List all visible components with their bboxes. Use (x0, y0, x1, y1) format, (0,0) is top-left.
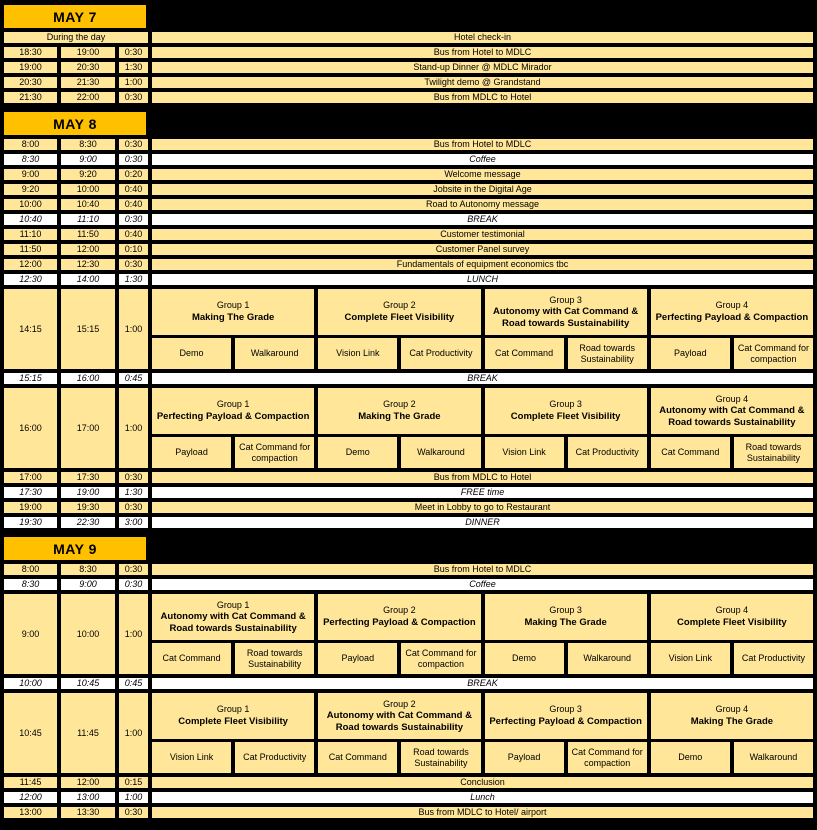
schedule-row (4, 777, 813, 788)
start-time-cell: 20:30 (4, 77, 57, 88)
schedule-row (4, 77, 813, 88)
session-row (4, 289, 813, 369)
group-header-cell (152, 594, 314, 640)
session-cell: Walkaround (734, 742, 813, 773)
duration-cell: 0:45 (119, 373, 148, 384)
group-number-label: Group 3 (549, 399, 582, 410)
schedule-row (4, 579, 813, 590)
duration-cell: 0:30 (119, 92, 148, 103)
session-cell: Vision Link (651, 643, 730, 674)
day-section (0, 5, 817, 103)
schedule-row (4, 807, 813, 818)
event-cell: BREAK (152, 678, 813, 689)
end-time-cell: 8:30 (61, 139, 115, 150)
start-time-cell: 8:30 (4, 579, 57, 590)
session-cell: Vision Link (152, 742, 231, 773)
event-cell: Bus from MDLC to Hotel (152, 92, 813, 103)
session-cell: Walkaround (568, 643, 647, 674)
duration-cell: 0:30 (119, 154, 148, 165)
start-time-cell: 11:50 (4, 244, 57, 255)
duration-cell: 1:00 (119, 388, 148, 468)
event-cell: Bus from Hotel to MDLC (152, 564, 813, 575)
session-cell: Demo (152, 338, 231, 369)
end-time-cell: 10:00 (61, 594, 115, 674)
duration-cell: 3:00 (119, 517, 148, 528)
group-number-label: Group 2 (383, 605, 416, 616)
duration-cell: 0:20 (119, 169, 148, 180)
duration-cell: 0:45 (119, 678, 148, 689)
duration-cell: 0:40 (119, 199, 148, 210)
session-row (4, 388, 813, 468)
start-time-cell: 19:00 (4, 502, 57, 513)
event-cell: Road to Autonomy message (152, 199, 813, 210)
session-cell: Cat Productivity (401, 338, 480, 369)
schedule-row (4, 92, 813, 103)
schedule-row (4, 274, 813, 285)
group-topic-label: Making The Grade (358, 411, 441, 423)
session-cell: Road towards Sustainability (734, 437, 813, 468)
event-cell: DINNER (152, 517, 813, 528)
end-time-cell: 9:00 (61, 579, 115, 590)
group-topic-label: Making The Grade (690, 716, 774, 728)
event-cell: Lunch (152, 792, 813, 803)
schedule-row (4, 373, 813, 384)
event-cell: Jobsite in the Digital Age (152, 184, 813, 195)
event-cell: Meet in Lobby to go to Restaurant (152, 502, 813, 513)
session-cell: Walkaround (235, 338, 314, 369)
group-number-label: Group 4 (715, 393, 749, 404)
event-cell: Welcome message (152, 169, 813, 180)
schedule-row (4, 47, 813, 58)
group-header-cell (651, 594, 813, 640)
event-cell: Twilight demo @ Grandstand (152, 77, 813, 88)
group-header-cell (651, 289, 813, 335)
end-time-cell: 19:00 (61, 487, 115, 498)
group-header-cell (485, 594, 647, 640)
group-header-cell (485, 693, 647, 739)
session-cell: Cat Command (318, 742, 397, 773)
duration-cell: 1:00 (119, 289, 148, 369)
group-number-label: Group 1 (216, 300, 250, 311)
group-grid (152, 388, 813, 468)
start-time-cell: 8:30 (4, 154, 57, 165)
schedule-row (4, 678, 813, 689)
event-cell: Coffee (152, 154, 813, 165)
session-cell: Payload (318, 643, 397, 674)
event-cell: Customer Panel survey (152, 244, 813, 255)
group-number-label: Group 4 (715, 605, 749, 616)
event-cell: LUNCH (152, 274, 813, 285)
event-cell: Customer testimonial (152, 229, 813, 240)
group-header-cell (318, 594, 480, 640)
duration-cell: 1:00 (119, 77, 148, 88)
group-number-label: Group 2 (383, 399, 416, 410)
start-time-cell: 10:40 (4, 214, 57, 225)
group-topic-label: Complete Fleet Visibility (344, 312, 455, 324)
schedule-row (4, 154, 813, 165)
end-time-cell: 13:00 (61, 792, 115, 803)
session-cell: Cat Productivity (734, 643, 813, 674)
event-cell: Bus from Hotel to MDLC (152, 139, 813, 150)
start-time-cell: 18:30 (4, 47, 57, 58)
schedule-row (4, 199, 813, 210)
end-time-cell: 9:00 (61, 154, 115, 165)
end-time-cell: 10:45 (61, 678, 115, 689)
group-topic-label: Perfecting Payload & Compaction (489, 716, 642, 728)
session-cell: Cat Productivity (568, 437, 647, 468)
group-number-label: Group 2 (383, 698, 416, 709)
schedule-row (4, 502, 813, 513)
schedule-row (4, 214, 813, 225)
duration-cell: 1:00 (119, 693, 148, 773)
duration-cell: 0:30 (119, 47, 148, 58)
duration-cell: 0:30 (119, 259, 148, 270)
session-cell: Vision Link (485, 437, 564, 468)
group-header-cell (651, 388, 813, 434)
session-cell: Cat Command (152, 643, 231, 674)
start-time-cell: 10:45 (4, 693, 57, 773)
group-header-cell (152, 388, 314, 434)
duration-cell: 0:30 (119, 472, 148, 483)
start-time-cell: 15:15 (4, 373, 57, 384)
group-topic-label: Perfecting Payload & Compaction (323, 617, 476, 629)
session-cell: Cat Command (485, 338, 564, 369)
event-cell: Hotel check-in (152, 32, 813, 43)
schedule-row (4, 229, 813, 240)
event-cell: BREAK (152, 214, 813, 225)
group-grid (152, 693, 813, 773)
event-cell: Fundamentals of equipment economics tbc (152, 259, 813, 270)
day-section (0, 537, 817, 818)
end-time-cell: 19:30 (61, 502, 115, 513)
group-topic-label: Complete Fleet Visibility (677, 617, 787, 629)
start-time-cell: 9:00 (4, 594, 57, 674)
group-number-label: Group 4 (715, 704, 749, 715)
start-time-cell: 13:00 (4, 807, 57, 818)
start-time-cell: 8:00 (4, 139, 57, 150)
event-cell: Conclusion (152, 777, 813, 788)
start-time-cell: 14:15 (4, 289, 57, 369)
group-number-label: Group 3 (549, 294, 582, 305)
duration-cell: 0:10 (119, 244, 148, 255)
session-row (4, 594, 813, 674)
end-time-cell: 11:45 (61, 693, 115, 773)
end-time-cell: 11:10 (61, 214, 115, 225)
duration-cell: 1:00 (119, 792, 148, 803)
group-topic-label: Complete Fleet Visibility (178, 716, 288, 728)
group-number-label: Group 1 (216, 704, 250, 715)
group-header-cell (152, 693, 314, 739)
start-time-cell: 21:30 (4, 92, 57, 103)
start-time-cell: 12:00 (4, 792, 57, 803)
start-time-cell: 10:00 (4, 199, 57, 210)
end-time-cell: 11:50 (61, 229, 115, 240)
schedule-row (4, 517, 813, 528)
day-header: MAY 9 (4, 537, 146, 560)
group-topic-label: Autonomy with Cat Command & Road towards Sustainability (659, 405, 805, 428)
end-time-cell: 20:30 (61, 62, 115, 73)
group-header-cell (318, 693, 480, 739)
group-number-label: Group 2 (383, 300, 416, 311)
start-time-cell: 11:10 (4, 229, 57, 240)
duration-cell: 0:15 (119, 777, 148, 788)
time-range-cell: During the day (4, 32, 148, 43)
group-header-cell (152, 289, 314, 335)
group-number-label: Group 1 (216, 599, 250, 610)
group-header-cell (485, 289, 647, 335)
session-cell: Vision Link (318, 338, 397, 369)
schedule-row (4, 472, 813, 483)
event-cell: Stand-up Dinner @ MDLC Mirador (152, 62, 813, 73)
duration-cell: 0:30 (119, 564, 148, 575)
event-cell: Bus from Hotel to MDLC (152, 47, 813, 58)
end-time-cell: 21:30 (61, 77, 115, 88)
group-header-cell (318, 388, 480, 434)
group-topic-label: Autonomy with Cat Command & Road towards Sustainability (160, 611, 306, 634)
event-cell: BREAK (152, 373, 813, 384)
start-time-cell: 12:30 (4, 274, 57, 285)
start-time-cell: 17:00 (4, 472, 57, 483)
session-row (4, 693, 813, 773)
duration-cell: 1:30 (119, 274, 148, 285)
end-time-cell: 17:30 (61, 472, 115, 483)
start-time-cell: 9:20 (4, 184, 57, 195)
session-cell: Demo (651, 742, 730, 773)
session-cell: Cat Command for compaction (235, 437, 314, 468)
group-topic-label: Autonomy with Cat Command & Road towards Sustainability (326, 710, 472, 733)
group-topic-label: Perfecting Payload & Compaction (156, 411, 310, 423)
end-time-cell: 12:00 (61, 777, 115, 788)
session-cell: Road towards Sustainability (235, 643, 314, 674)
duration-cell: 0:30 (119, 579, 148, 590)
session-cell: Cat Command for compaction (568, 742, 647, 773)
day-header: MAY 8 (4, 112, 146, 135)
session-cell: Demo (485, 643, 564, 674)
group-number-label: Group 1 (216, 399, 250, 410)
duration-cell: 1:30 (119, 62, 148, 73)
end-time-cell: 12:00 (61, 244, 115, 255)
day-header: MAY 7 (4, 5, 146, 28)
group-topic-label: Making The Grade (524, 617, 607, 629)
duration-cell: 1:30 (119, 487, 148, 498)
session-cell: Payload (152, 437, 231, 468)
group-topic-label: Making The Grade (191, 312, 275, 324)
group-grid (152, 289, 813, 369)
start-time-cell: 11:45 (4, 777, 57, 788)
end-time-cell: 19:00 (61, 47, 115, 58)
start-time-cell: 10:00 (4, 678, 57, 689)
schedule-row (4, 792, 813, 803)
end-time-cell: 22:30 (61, 517, 115, 528)
end-time-cell: 16:00 (61, 373, 115, 384)
end-time-cell: 15:15 (61, 289, 115, 369)
event-cell: Coffee (152, 579, 813, 590)
session-cell: Demo (318, 437, 397, 468)
end-time-cell: 8:30 (61, 564, 115, 575)
duration-cell: 0:30 (119, 214, 148, 225)
session-cell: Road towards Sustainability (401, 742, 480, 773)
day-section (0, 112, 817, 528)
end-time-cell: 12:30 (61, 259, 115, 270)
end-time-cell: 13:30 (61, 807, 115, 818)
start-time-cell: 12:00 (4, 259, 57, 270)
schedule-row (4, 487, 813, 498)
duration-cell: 0:30 (119, 502, 148, 513)
session-cell: Cat Command for compaction (734, 338, 813, 369)
duration-cell: 0:30 (119, 807, 148, 818)
event-cell: Bus from MDLC to Hotel (152, 472, 813, 483)
schedule-row (4, 564, 813, 575)
session-cell: Road towards Sustainability (568, 338, 647, 369)
group-topic-label: Perfecting Payload & Compaction (655, 312, 809, 324)
start-time-cell: 16:00 (4, 388, 57, 468)
end-time-cell: 9:20 (61, 169, 115, 180)
event-cell: FREE time (152, 487, 813, 498)
end-time-cell: 10:00 (61, 184, 115, 195)
group-header-cell (318, 289, 480, 335)
start-time-cell: 9:00 (4, 169, 57, 180)
start-time-cell: 19:30 (4, 517, 57, 528)
schedule-row (4, 32, 813, 43)
start-time-cell: 19:00 (4, 62, 57, 73)
end-time-cell: 17:00 (61, 388, 115, 468)
start-time-cell: 17:30 (4, 487, 57, 498)
duration-cell: 0:30 (119, 139, 148, 150)
duration-cell: 0:40 (119, 229, 148, 240)
end-time-cell: 22:00 (61, 92, 115, 103)
session-cell: Cat Productivity (235, 742, 314, 773)
end-time-cell: 14:00 (61, 274, 115, 285)
group-header-cell (485, 388, 647, 434)
schedule-row (4, 259, 813, 270)
schedule-row (4, 244, 813, 255)
schedule-row (4, 139, 813, 150)
end-time-cell: 10:40 (61, 199, 115, 210)
start-time-cell: 8:00 (4, 564, 57, 575)
group-topic-label: Complete Fleet Visibility (510, 411, 621, 423)
group-topic-label: Autonomy with Cat Command & Road towards Sustainability (493, 306, 639, 329)
duration-cell: 1:00 (119, 594, 148, 674)
group-header-cell (651, 693, 813, 739)
session-cell: Payload (485, 742, 564, 773)
schedule-row (4, 62, 813, 73)
group-grid (152, 594, 813, 674)
schedule-row (4, 169, 813, 180)
session-cell: Walkaround (401, 437, 480, 468)
event-cell: Bus from MDLC to Hotel/ airport (152, 807, 813, 818)
group-number-label: Group 3 (549, 605, 582, 616)
session-cell: Cat Command for compaction (401, 643, 480, 674)
duration-cell: 0:40 (119, 184, 148, 195)
schedule-row (4, 184, 813, 195)
group-number-label: Group 3 (549, 704, 582, 715)
session-cell: Payload (651, 338, 730, 369)
group-number-label: Group 4 (715, 300, 749, 311)
session-cell: Cat Command (651, 437, 730, 468)
